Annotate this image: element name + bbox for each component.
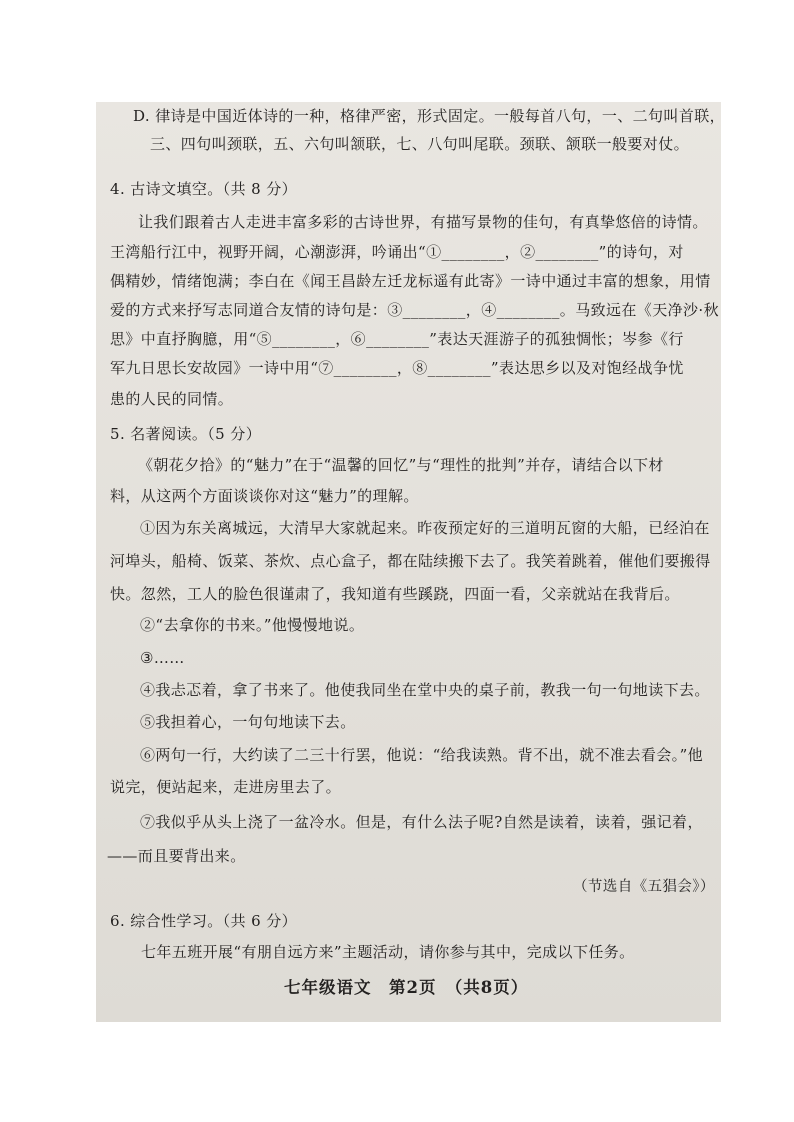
question-5-prompt-1: 《朝花夕拾》的“魅力”在于“温馨的回忆”与“理性的批判”并存，请结合以下材 — [138, 456, 664, 474]
page-footer: 七年级语文 第2页 （共8页） — [284, 978, 529, 997]
excerpt-paragraph-5: ⑤我担着心，一句句地读下去。 — [140, 713, 356, 731]
excerpt-paragraph-6-line-1: ⑥两句一行，大约读了二三十行罢，他说：“给我读熟。背不出，就不准去看会。”他 — [140, 746, 704, 764]
excerpt-paragraph-7-line-2: ——而且要背出来。 — [107, 847, 246, 865]
option-d-line-2: 三、四句叫颈联，五、六句叫颔联，七、八句叫尾联。颈联、颔联一般要对仗。 — [150, 135, 690, 153]
question-5-prompt-2: 料，从这两个方面谈谈你对这“魅力”的理解。 — [110, 487, 419, 505]
excerpt-source: （节选自《五猖会》） — [573, 879, 715, 895]
question-6-prompt: 七年五班开展“有朋自远方来”主题活动，请你参与其中，完成以下任务。 — [141, 943, 635, 961]
excerpt-paragraph-6-line-2: 说完，便站起来，走进房里去了。 — [110, 778, 342, 796]
excerpt-paragraph-2: ②“去拿你的书来。”他慢慢地说。 — [140, 616, 365, 634]
question-4-line-2: 王湾船行江中，视野开阔，心潮澎湃，吟诵出“①________，②________”的诗句，对 — [110, 243, 684, 261]
question-5-heading: 5. 名著阅读。（5 分） — [110, 425, 262, 443]
question-4-line-3: 偶精妙，情绪饱满；李白在《闻王昌龄左迁龙标遥有此寄》一诗中通过丰富的想象，用情 — [110, 272, 711, 290]
excerpt-paragraph-4: ④我忐忑着，拿了书来了。他使我同坐在堂中央的桌子前，教我一句一句地读下去。 — [140, 681, 710, 699]
question-6-heading: 6. 综合性学习。（共 6 分） — [110, 912, 298, 930]
question-4-heading: 4. 古诗文填空。（共 8 分） — [110, 180, 298, 198]
question-4-line-7: 患的人民的同情。 — [110, 390, 234, 408]
option-d-line-1: D. 律诗是中国近体诗的一种，格律严密，形式固定。一般每首八句，一、二句叫首联， — [133, 107, 726, 125]
excerpt-paragraph-3: ③…… — [140, 649, 185, 667]
excerpt-paragraph-7-line-1: ⑦我似乎从头上浇了一盆冷水。但是，有什么法子呢?自然是读着，读着，强记着， — [140, 813, 703, 831]
excerpt-paragraph-1-line-1: ①因为东关离城远，大清早大家就起来。昨夜预定好的三道明瓦窗的大船，已经泊在 — [140, 519, 710, 537]
question-4-line-4: 爱的方式来抒写志同道合友情的诗句是：③________，④________。马致远在《天净沙·秋 — [110, 301, 719, 319]
excerpt-paragraph-1-line-2: 河埠头，船椅、饭菜、茶炊、点心盒子，都在陆续搬下去了。我笑着跳着，催他们要搬得 — [110, 552, 711, 570]
question-4-line-5: 思》中直抒胸臆，用“⑤________，⑥________”表达天涯游子的孤独惆怅；岑参《行 — [110, 330, 684, 348]
question-4-line-6: 军九日思长安故园》一诗中用“⑦________，⑧________”表达思乡以及对饱经战争忧 — [110, 359, 684, 377]
excerpt-paragraph-1-line-3: 快。忽然，工人的脸色很谨肃了，我知道有些蹊跷，四面一看，父亲就站在我背后。 — [110, 585, 680, 603]
question-4-line-1: 让我们跟着古人走进丰富多彩的古诗世界，有描写景物的佳句，有真挚悠倍的诗情。 — [138, 213, 708, 231]
